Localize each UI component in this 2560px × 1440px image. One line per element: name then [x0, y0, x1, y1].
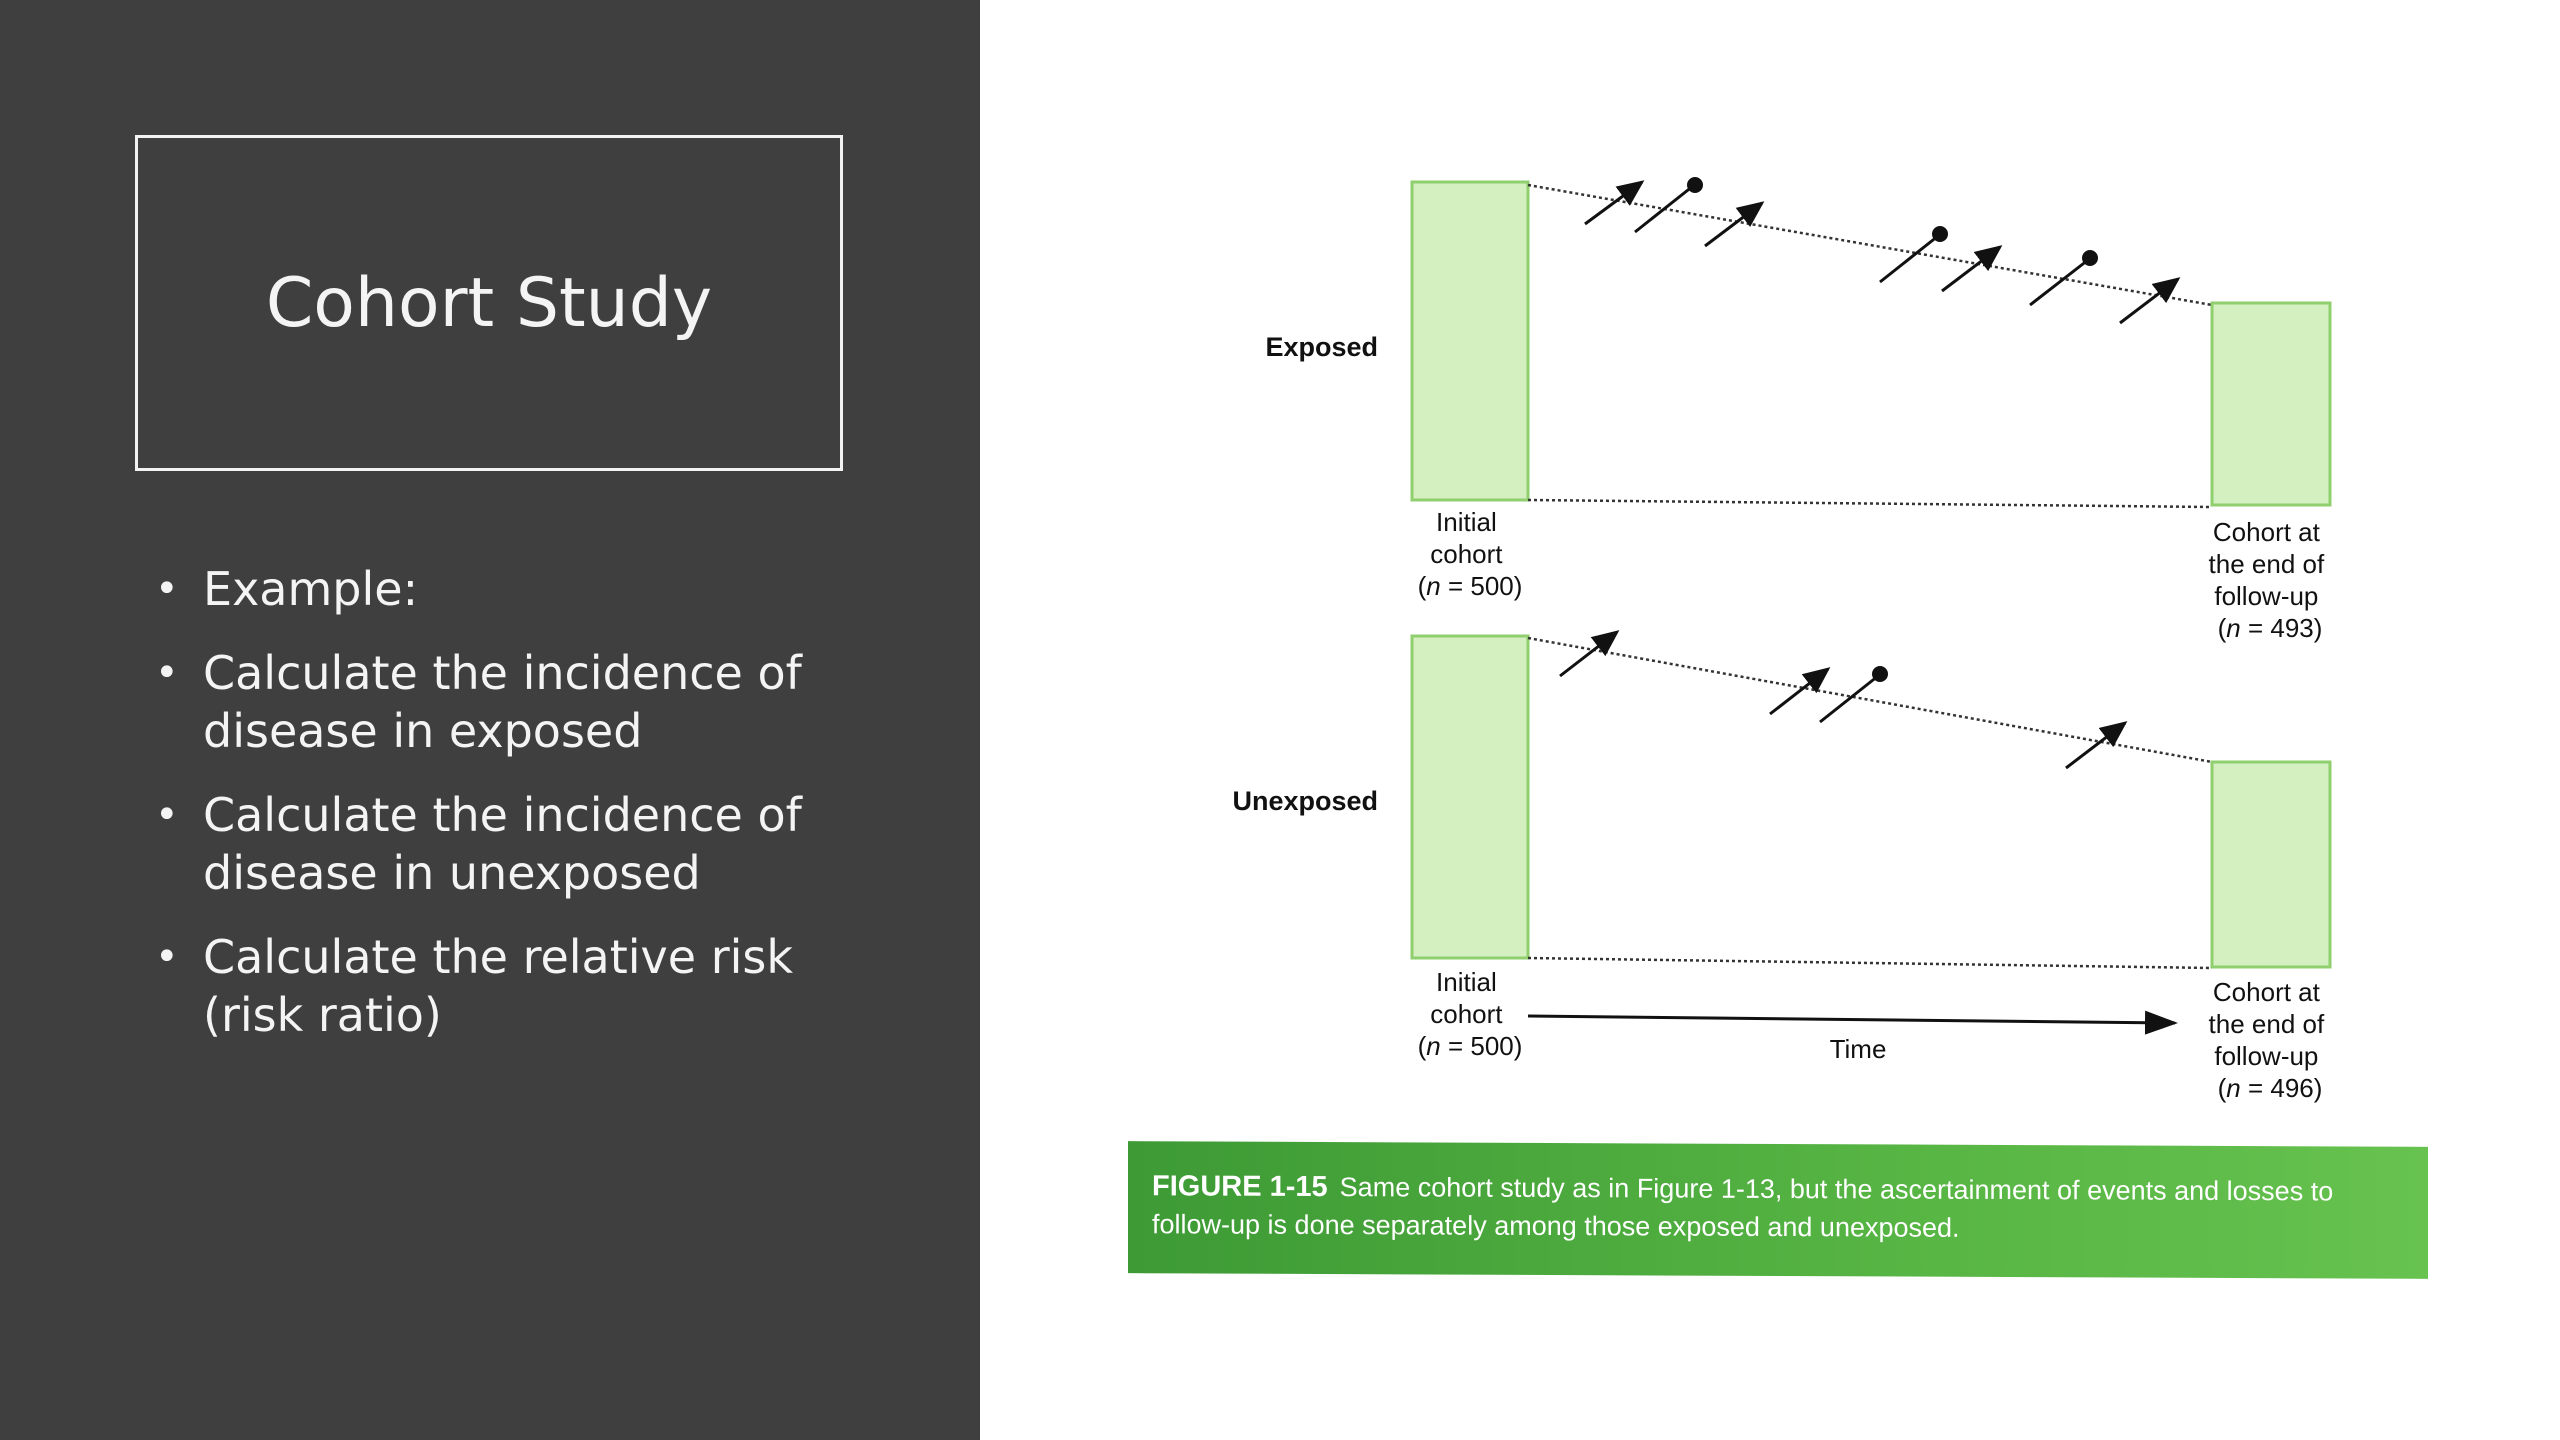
caption-figure-number: FIGURE 1-15	[1152, 1170, 1328, 1204]
unexposed-initial-label: Initial cohort (n = 500)	[1417, 967, 1523, 1061]
unexposed-label: Unexposed	[1232, 786, 1378, 816]
unexposed-top-dotted-line	[1528, 638, 2212, 762]
exposed-initial-label: Initial cohort (n = 500)	[1417, 507, 1523, 601]
exposed-initial-cohort-box	[1412, 182, 1528, 500]
event-dot	[1872, 666, 1888, 682]
loss-arrow	[1560, 632, 1617, 676]
bullet-item: • Calculate the incidence of disease in unexposed	[155, 788, 802, 900]
bullet-item: • Calculate the relative risk (risk ratio)	[155, 930, 794, 1042]
cohort-figure	[1120, 150, 2430, 1300]
loss-arrow	[1585, 182, 1642, 224]
slide-left-panel	[0, 0, 980, 1440]
bullet-dot-icon: •	[155, 792, 179, 838]
slide-title: Cohort Study	[265, 263, 713, 343]
exposed-end-label: Cohort at the end of follow-up (n = 493)	[2208, 517, 2325, 643]
exposed-end-cohort-box	[2212, 303, 2330, 505]
bullet-dot-icon: •	[155, 934, 179, 980]
title-box	[135, 135, 843, 471]
bullet-item: • Calculate the incidence of disease in exposed	[155, 646, 802, 758]
loss-arrow	[2066, 723, 2125, 768]
event-line	[1635, 186, 1693, 232]
bullet-dot-icon: •	[155, 650, 179, 696]
event-line	[1880, 236, 1938, 282]
bullet-dot-icon: •	[155, 566, 179, 612]
loss-arrow	[2120, 279, 2178, 323]
cohort-diagram	[1120, 150, 2430, 1150]
figure-caption	[1128, 1141, 2428, 1279]
bullet-list	[155, 560, 855, 1070]
event-dot	[2082, 250, 2098, 266]
unexposed-end-label: Cohort at the end of follow-up (n = 496)	[2208, 977, 2325, 1103]
exposed-bottom-dotted-line	[1528, 500, 2212, 507]
unexposed-bottom-dotted-line	[1528, 958, 2212, 968]
time-label: Time	[1829, 1034, 1887, 1064]
event-dot	[1687, 177, 1703, 193]
exposed-top-dotted-line	[1528, 185, 2212, 305]
unexposed-end-cohort-box	[2212, 762, 2330, 967]
time-arrow	[1528, 1016, 2175, 1023]
bullet-item: • Example:	[155, 562, 419, 616]
exposed-label: Exposed	[1265, 332, 1378, 362]
unexposed-initial-cohort-box	[1412, 636, 1528, 958]
event-line	[1820, 676, 1878, 722]
caption-text: Same cohort study as in Figure 1-13, but the ascertainment of events and losses to follow-up is done separately among those exposed and unexposed.	[1152, 1172, 2334, 1243]
loss-arrow	[1942, 247, 2000, 291]
event-dot	[1932, 226, 1948, 242]
